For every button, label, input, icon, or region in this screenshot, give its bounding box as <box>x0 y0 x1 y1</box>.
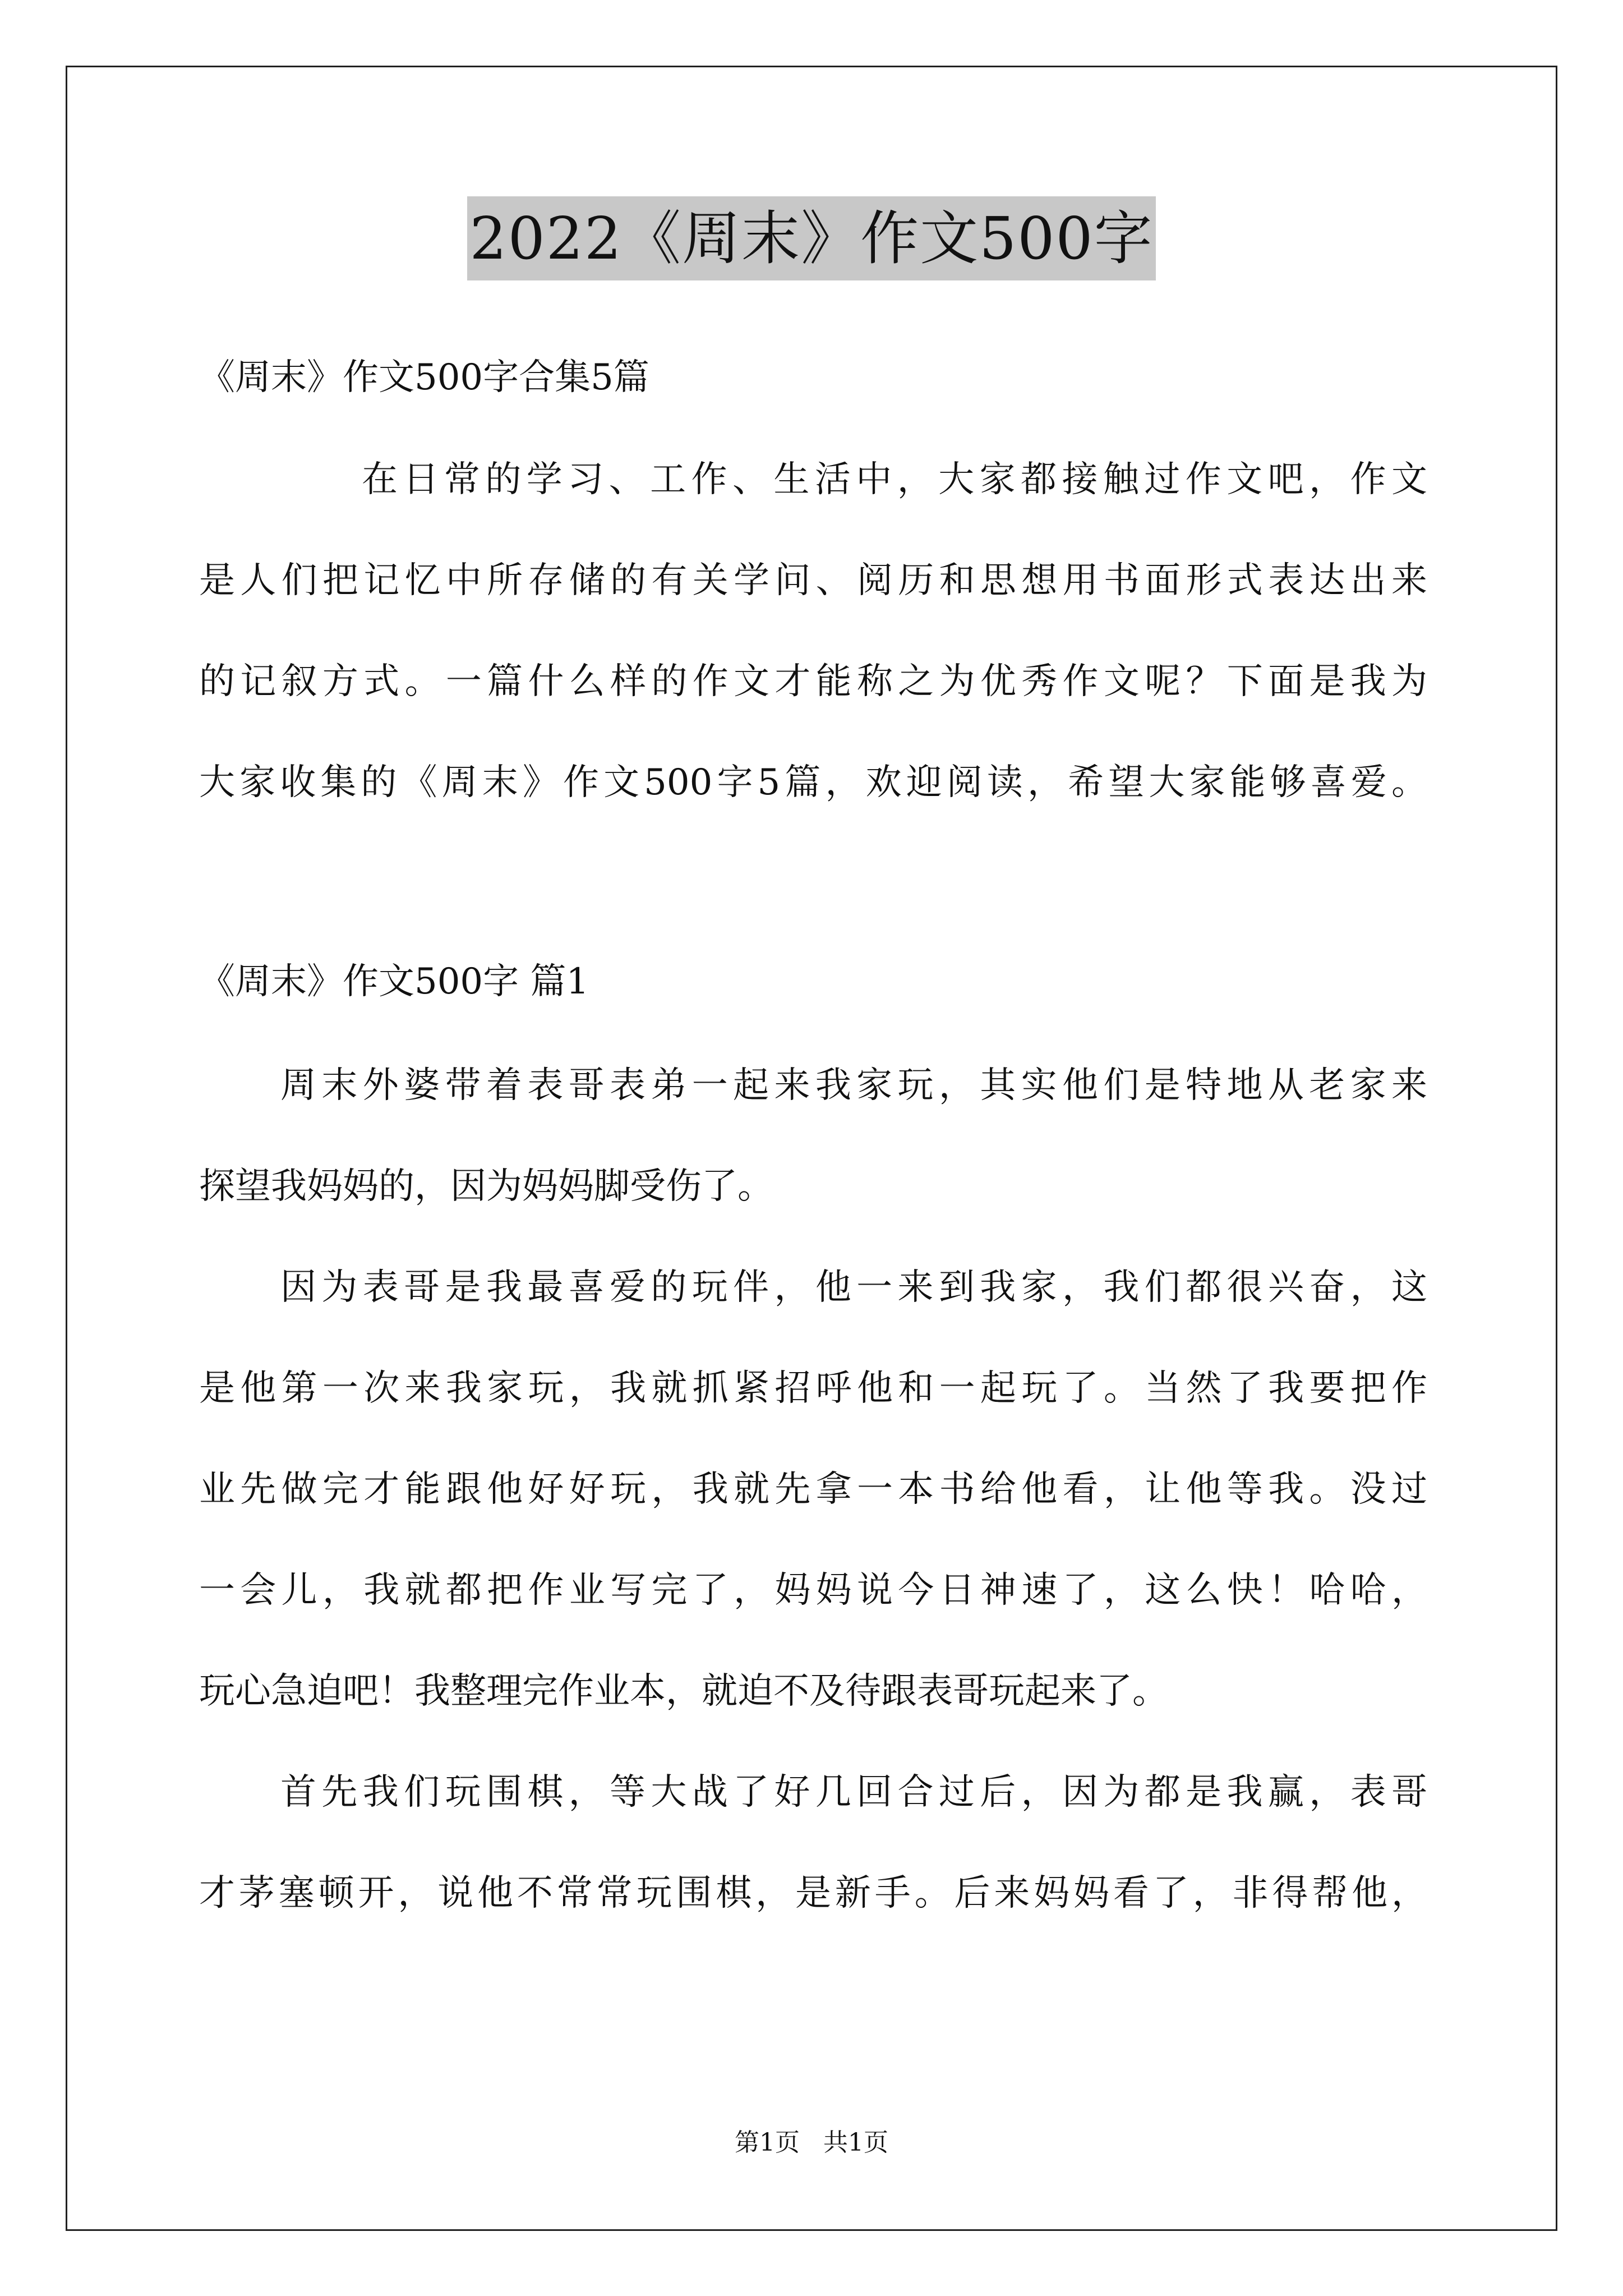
paragraph-line: 才茅塞顿开，说他不常常玩围棋，是新手。后来妈妈看了，非得帮他， <box>199 1872 1427 1914</box>
paragraph-line: 业先做完才能跟他好好玩，我就先拿一本书给他看，让他等我。没过 <box>199 1469 1427 1510</box>
intro-line: 是人们把记忆中所存储的有关学问、阅历和思想用书面形式表达出来 <box>199 560 1427 601</box>
paragraph-line: 是他第一次来我家玩，我就抓紧招呼他和一起玩了。当然了我要把作 <box>199 1368 1427 1409</box>
paragraph-line: 首先我们玩围棋，等大战了好几回合过后，因为都是我赢，表哥 <box>280 1772 1427 1813</box>
intro-line: 的记叙方式。一篇什么样的作文才能称之为优秀作文呢？下面是我为 <box>199 661 1427 702</box>
intro-line: 在日常的学习、工作、生活中，大家都接触过作文吧，作文 <box>362 459 1427 500</box>
paragraph-line: 一会儿，我就都把作业写完了，妈妈说今日神速了，这么快！哈哈， <box>199 1570 1427 1611</box>
title-container <box>0 196 1623 280</box>
paragraph-line: 因为表哥是我最喜爱的玩伴，他一来到我家，我们都很兴奋，这 <box>280 1267 1427 1308</box>
page-number: 第1页 <box>735 2128 800 2157</box>
page-total: 共1页 <box>823 2128 888 2157</box>
document-title: 2022《周末》作文500字 <box>467 196 1155 280</box>
page-footer <box>0 2126 1623 2160</box>
paragraph-line: 玩心急迫吧！我整理完作业本，就迫不及待跟表哥玩起来了。 <box>199 1671 1168 1712</box>
subtitle: 《周末》作文500字合集5篇 <box>199 357 649 398</box>
intro-line: 大家收集的《周末》作文500字5篇，欢迎阅读，希望大家能够喜爱。 <box>199 762 1427 803</box>
section-heading: 《周末》作文500字 篇1 <box>199 961 589 1002</box>
paragraph-line: 周末外婆带着表哥表弟一起来我家玩，其实他们是特地从老家来 <box>280 1065 1427 1106</box>
paragraph-line: 探望我妈妈的，因为妈妈脚受伤了。 <box>199 1166 773 1207</box>
